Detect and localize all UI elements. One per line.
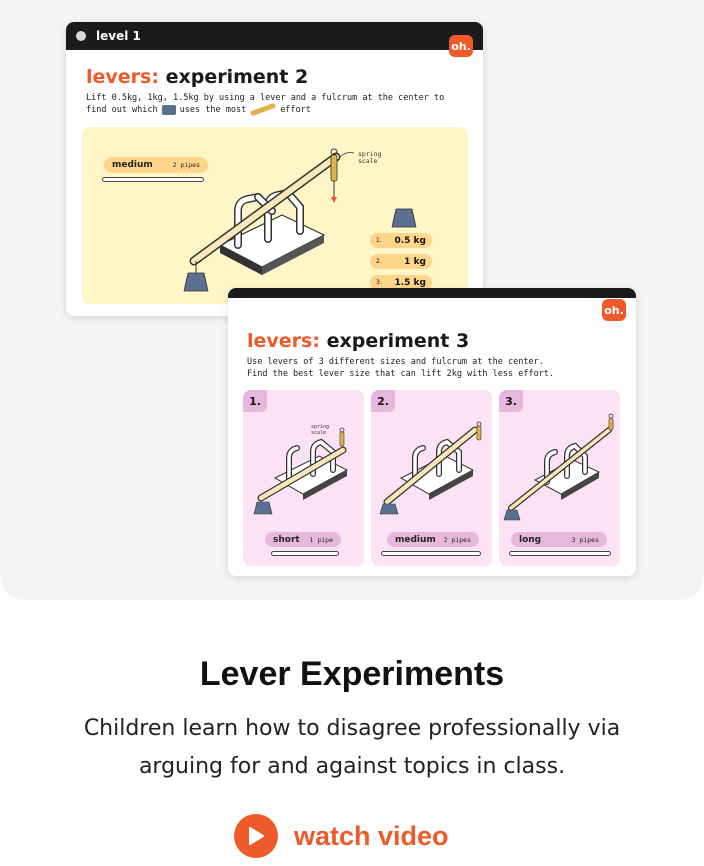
title-accent: levers: [86,66,159,88]
spring-scale-body [609,418,613,430]
title-rest: experiment 3 [326,330,470,352]
experiment-2-illustration [82,127,468,304]
lever-pipes-label: 2 pipes [443,535,471,544]
card-title [247,330,469,352]
option-2[interactable] [370,254,432,269]
instruction-line-1: Lift 0.5kg, 1kg, 1.5kg by using a lever and a fulcrum at the center to [86,93,445,103]
lever-size-label: short [273,534,300,545]
panel-number: 3. [499,390,523,412]
instruction-text-a: find out which [86,105,158,115]
weight-icon [504,510,520,520]
lever-size-label: medium [395,534,436,545]
weight-right-icon [392,209,416,227]
lever-panel-short[interactable] [243,390,364,566]
watch-video-label: watch video [294,820,449,851]
option-3-value: 1.5 kg [394,277,426,288]
instruction-line-2: Find the best lever size that can lift 2kg with less effort. [247,369,555,379]
lever-pipe-icon [381,551,481,556]
option-1-value: 0.5 kg [394,235,426,246]
spring-scale-note: spring scale [358,150,382,165]
lever-size-pill [511,532,607,547]
lever-panel-medium[interactable] [371,390,492,566]
level-dot-icon [76,31,86,41]
lever-pipe-icon [271,551,339,556]
spring-scale-body [340,432,344,446]
lever-size-label: medium [112,160,153,170]
lever-pipes-label: 2 pipes [172,161,200,169]
instruction-line-1: Use levers of 3 different sizes and fulcrum at the center. [247,357,544,367]
experiment-2-card [66,22,483,316]
spring-scale-note: spring scale [311,424,330,436]
spring-scale-hook [477,422,481,426]
lever-pipe-icon [509,551,611,556]
lever-pipes-label: 3 pipes [571,535,599,544]
spring-scale-arrow [331,197,337,203]
option-1[interactable] [370,233,432,248]
lever-size-label: long [519,534,542,545]
title-rest: experiment 2 [165,66,309,88]
instruction-text-c: effort [280,105,311,115]
lever-size-pill [265,532,341,547]
lever-bar [511,430,609,508]
option-2-value: 1 kg [404,256,426,267]
lever-pipes-label: 1 pipe [309,535,333,544]
lever-size-pill [387,532,479,547]
play-icon [234,814,278,858]
option-2-number: 2. [376,258,382,265]
option-3-number: 3. [376,279,382,286]
spring-scale-hook [609,414,613,418]
weight-icon [254,502,272,514]
lever-panel-long[interactable] [499,390,620,566]
panel-number: 1. [243,390,267,412]
section-description: Children learn how to disagree professionally via arguing for and against topics in class. [83,716,621,779]
oh-logo: oh. [602,299,626,321]
spring-scale-body [477,426,481,440]
experiment-3-card [228,288,636,576]
title-accent: levers: [247,330,320,352]
instruction-text-b: uses the most [179,105,247,115]
oh-logo: oh. [449,35,473,57]
spring-note-arrow [340,153,354,158]
panel-number: 2. [371,390,395,412]
spring-scale-hook [340,428,344,432]
instruction-line-2 [86,104,311,116]
spring-scale-icon [250,103,276,117]
card-top-bar [228,288,636,298]
level-label: level 1 [96,29,141,43]
section-headline: Lever Experiments [199,655,505,693]
card-top-bar [66,22,483,50]
spring-scale-body [331,155,337,181]
weight-icon [380,504,398,514]
weight-left-icon [184,273,208,291]
watch-video-button[interactable] [234,812,449,860]
play-triangle [247,826,265,846]
option-1-number: 1. [376,237,382,244]
weight-icon [162,105,176,115]
card-title [86,66,308,88]
